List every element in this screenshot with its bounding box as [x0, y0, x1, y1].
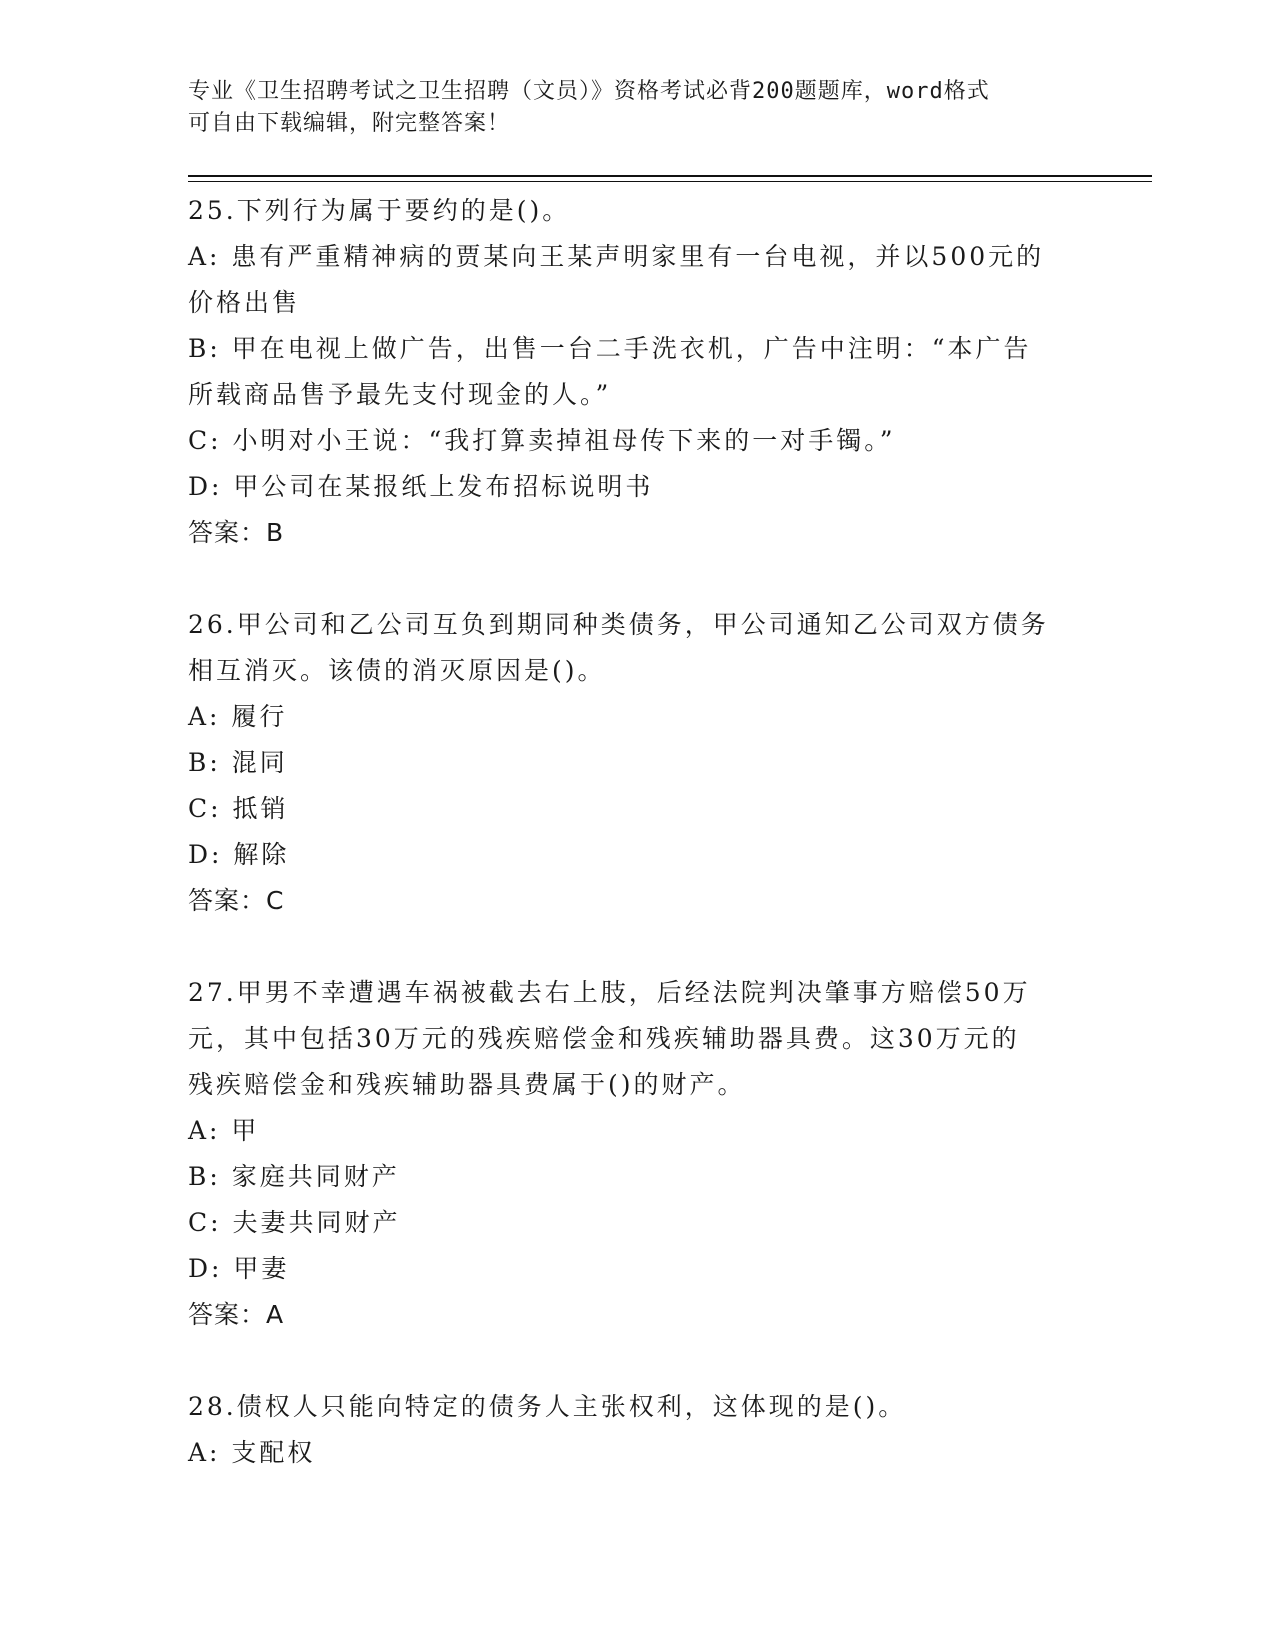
- question-spacer: [188, 924, 1068, 970]
- option-line: C: 小明对小王说：“我打算卖掉祖母传下来的一对手镯。”: [188, 426, 896, 455]
- option-line: C: 夫妻共同财产: [188, 1208, 401, 1237]
- question-spacer: [188, 1338, 1068, 1384]
- option-line: C: 抵销: [188, 794, 289, 823]
- option-line: B: 混同: [188, 748, 288, 777]
- question-list: [188, 188, 1068, 1476]
- option-line: D: 甲妻: [188, 1254, 290, 1283]
- option-line: D: 甲公司在某报纸上发布招标说明书: [188, 472, 654, 501]
- option-line: D: 解除: [188, 840, 290, 869]
- answer-line: 答案：A: [188, 1300, 285, 1329]
- question-stem-line: 相互消灭。该债的消灭原因是()。: [188, 656, 606, 685]
- header-divider-thin: [188, 181, 1152, 182]
- question-stem-line: 26.甲公司和乙公司互负到期同种类债务，甲公司通知乙公司双方债务: [188, 610, 1049, 639]
- question-block: [188, 1384, 1068, 1476]
- option-line: A: 患有严重精神病的贾某向王某声明家里有一台电视，并以500元的: [188, 242, 1045, 271]
- option-line: 所载商品售予最先支付现金的人。”: [188, 380, 612, 409]
- question-stem-line: 残疾赔偿金和残疾辅助器具费属于()的财产。: [188, 1070, 746, 1099]
- question-stem-line: 元，其中包括30万元的残疾赔偿金和残疾辅助器具费。这30万元的: [188, 1024, 1020, 1053]
- header-line-2: 可自由下载编辑，附完整答案！: [188, 111, 511, 136]
- option-line: 价格出售: [188, 288, 301, 317]
- document-header: [188, 76, 1068, 140]
- question-block: [188, 602, 1068, 924]
- option-line: A: 支配权: [188, 1438, 316, 1467]
- answer-line: 答案：B: [188, 518, 285, 547]
- question-stem-line: 28.债权人只能向特定的债务人主张权利，这体现的是()。: [188, 1392, 907, 1421]
- option-line: A: 甲: [188, 1116, 260, 1145]
- question-block: [188, 188, 1068, 556]
- option-line: B: 家庭共同财产: [188, 1162, 400, 1191]
- option-line: A: 履行: [188, 702, 288, 731]
- header-line-1: 专业《卫生招聘考试之卫生招聘（文员）》资格考试必背200题题库，word格式: [188, 79, 990, 104]
- question-block: [188, 970, 1068, 1338]
- question-stem-line: 27.甲男不幸遭遇车祸被截去右上肢，后经法院判决肇事方赔偿50万: [188, 978, 1031, 1007]
- header-divider-thick: [188, 175, 1152, 177]
- option-line: B: 甲在电视上做广告，出售一台二手洗衣机，广告中注明：“本广告: [188, 334, 1032, 363]
- answer-line: 答案：C: [188, 886, 285, 915]
- question-spacer: [188, 556, 1068, 602]
- question-stem-line: 25.下列行为属于要约的是()。: [188, 196, 571, 225]
